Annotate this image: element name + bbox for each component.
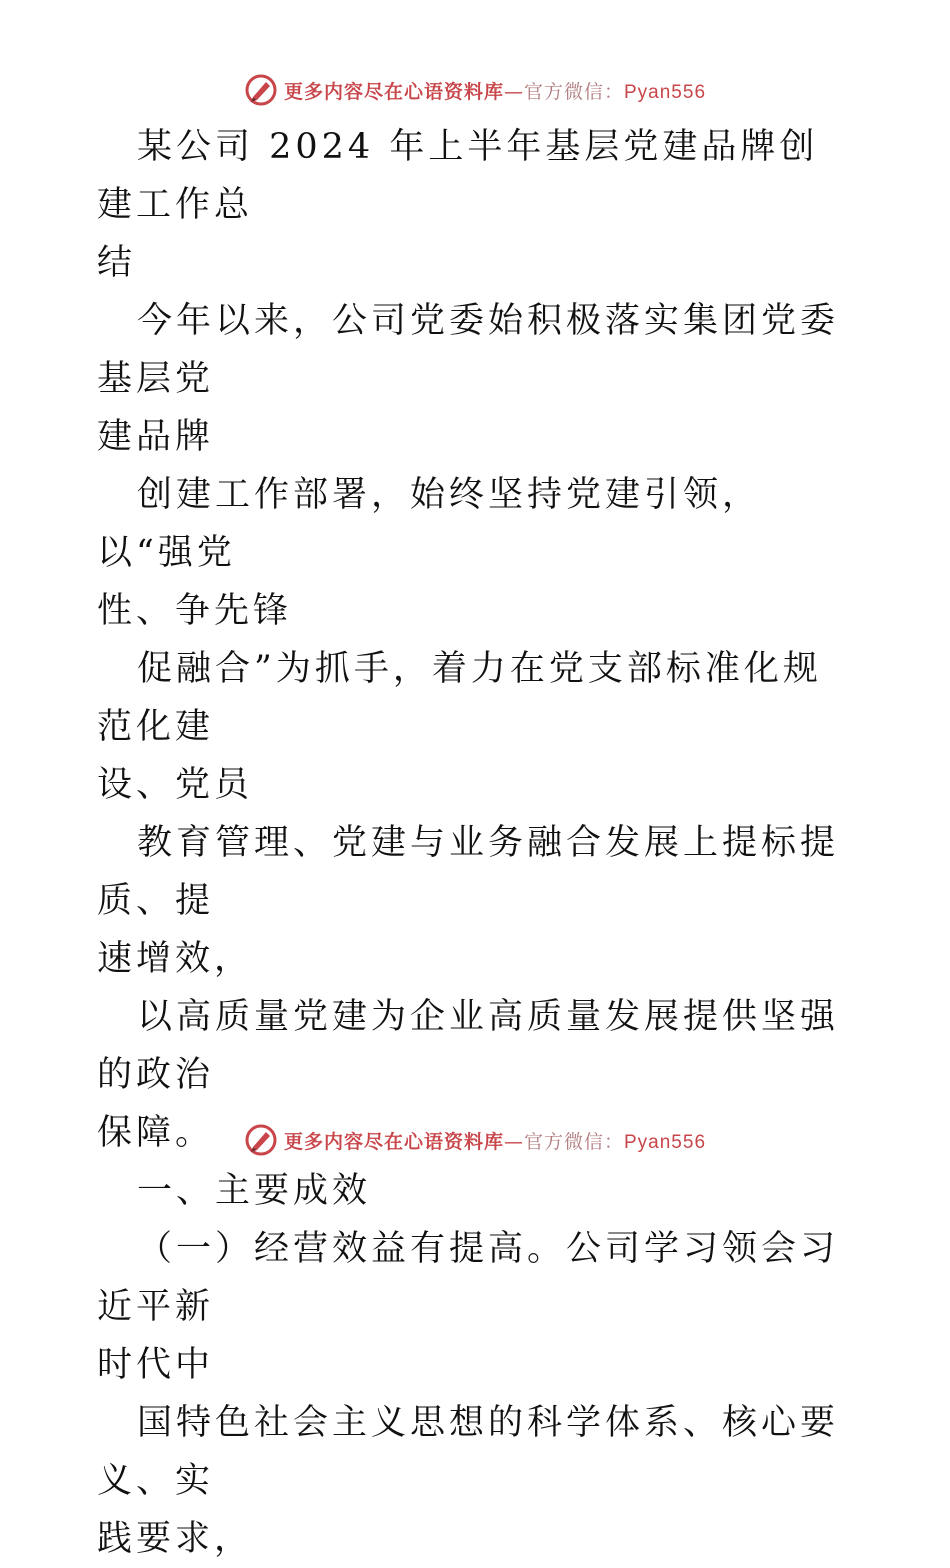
banner-dash: — bbox=[503, 80, 524, 103]
paragraph bbox=[97, 466, 857, 640]
banner-text bbox=[284, 1127, 706, 1154]
banner-wechat-id: Pyan556 bbox=[624, 1131, 707, 1153]
header-banner bbox=[0, 70, 950, 110]
paragraph-line: 国特色社会主义思想的科学体系、核心要义、实 bbox=[97, 1403, 840, 1501]
banner-dash: — bbox=[503, 1130, 524, 1153]
pen-logo-icon bbox=[244, 73, 278, 107]
paragraph-line: 以高质量党建为企业高质量发展提供坚强的政治 bbox=[97, 997, 840, 1095]
banner-library-name: 更多内容尽在心语资料库 bbox=[283, 80, 504, 103]
paragraph-line: 促融合”为抓手，着力在党支部标准化规范化建 bbox=[97, 649, 822, 747]
paragraph-line: 践要求， bbox=[97, 1519, 254, 1559]
paragraph-line: 教育管理、党建与业务融合发展上提标提质、提 bbox=[97, 823, 840, 921]
banner-wechat-label: 官方微信： bbox=[523, 80, 624, 103]
paragraph bbox=[97, 640, 857, 814]
banner-wechat-id: Pyan556 bbox=[624, 81, 707, 103]
paragraph bbox=[97, 1220, 857, 1394]
banner-text bbox=[284, 77, 706, 104]
paragraph-line: 性、争先锋 bbox=[97, 591, 293, 631]
paragraph-line: 速增效， bbox=[97, 939, 254, 979]
paragraph-line: 今年以来，公司党委始积极落实集团党委基层党 bbox=[97, 301, 840, 399]
paragraph-title bbox=[97, 118, 857, 292]
section-heading bbox=[97, 1162, 857, 1220]
document-body bbox=[97, 118, 857, 1568]
paragraph bbox=[97, 292, 857, 466]
paragraph-line: 建品牌 bbox=[97, 417, 215, 457]
pen-logo-icon bbox=[244, 1123, 278, 1157]
banner-library-name: 更多内容尽在心语资料库 bbox=[283, 1130, 504, 1153]
footer-banner bbox=[0, 1120, 950, 1160]
paragraph-line: 一、主要成效 bbox=[137, 1171, 372, 1211]
paragraph bbox=[97, 814, 857, 988]
paragraph-line: 某公司 2024 年上半年基层党建品牌创建工作总 bbox=[97, 127, 819, 225]
banner-wechat-label: 官方微信： bbox=[523, 1130, 624, 1153]
paragraph-line: 保障。 bbox=[97, 1113, 215, 1153]
paragraph-line: 时代中 bbox=[97, 1345, 215, 1385]
paragraph-line: 创建工作部署，始终坚持党建引领，以“强党 bbox=[97, 475, 762, 573]
paragraph bbox=[97, 1394, 857, 1568]
paragraph-line: （一）经营效益有提高。公司学习领会习近平新 bbox=[97, 1229, 840, 1327]
paragraph-line: 结 bbox=[97, 243, 137, 283]
paragraph-line: 设、党员 bbox=[97, 765, 254, 805]
